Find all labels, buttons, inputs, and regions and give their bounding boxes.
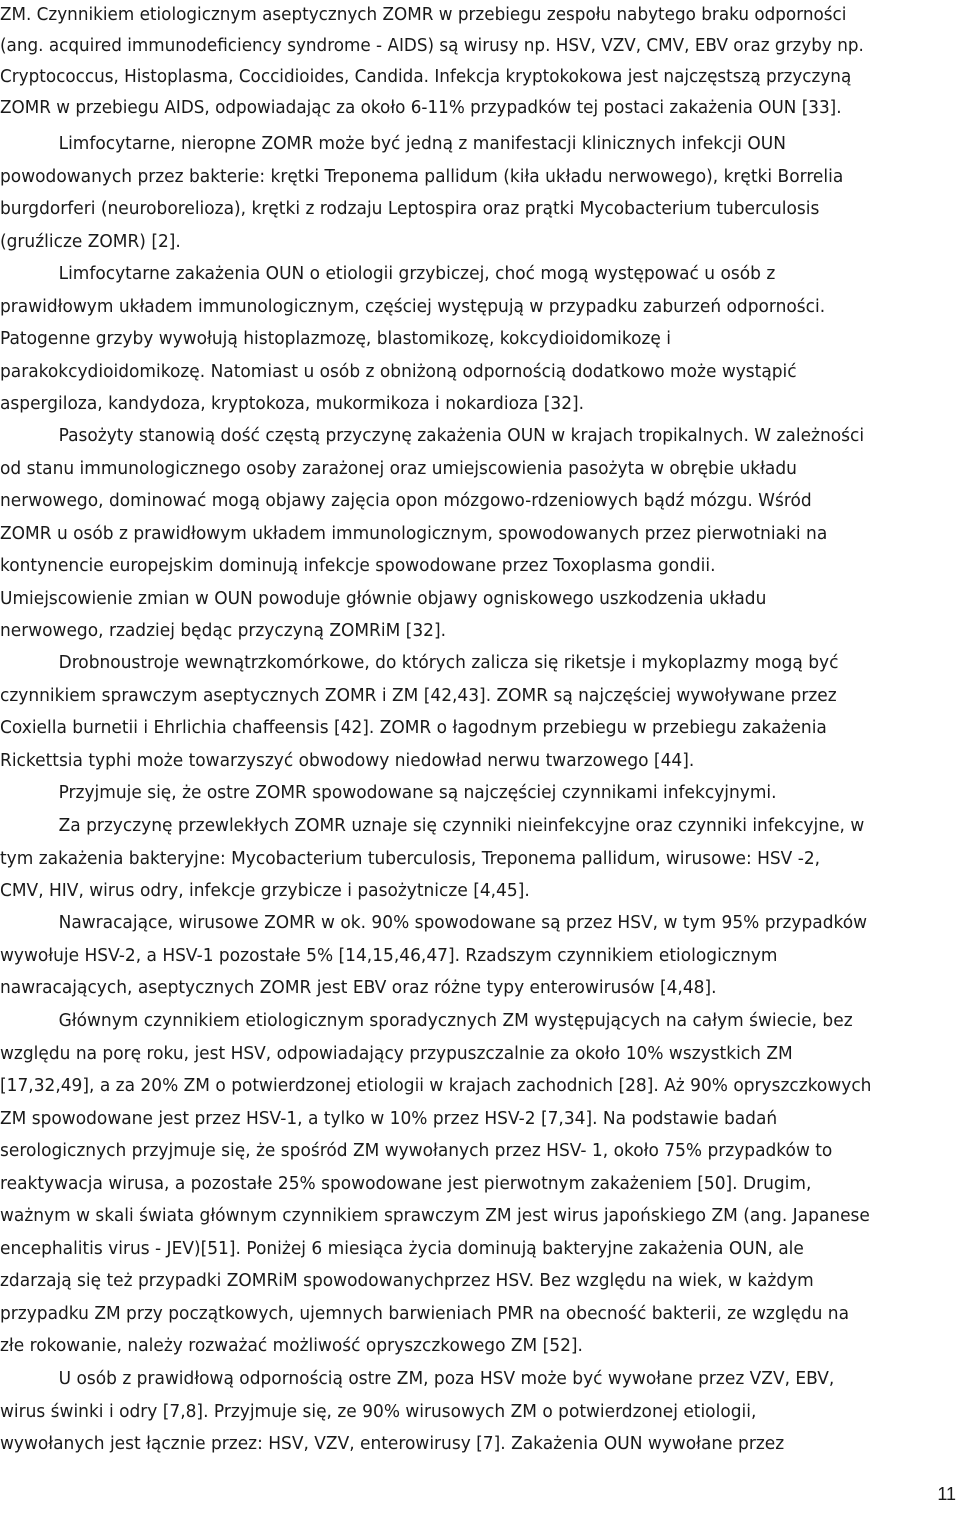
text-line: wywołanych jest łącznie przez: HSV, VZV, enterowirusy [7]. Zakażenia OUN wywołane przez [0, 1433, 785, 1454]
text-line: [17,32,49], a za 20% ZM o potwierdzonej etiologii w krajach zachodnich [28]. Aż 90% opryszczkowych [0, 1075, 872, 1096]
text-line: Patogenne grzyby wywołują histoplazmozę, blastomikozę, kokcydioidomikozę i [0, 328, 672, 349]
text-line: Limfocytarne, nieropne ZOMR może być jedną z manifestacji klinicznych infekcji OUN [58, 133, 786, 154]
paragraph-acute [0, 777, 958, 810]
text-line: nawracających, aseptycznych ZOMR jest EBV oraz różne typy enterowirusów [4,48]. [0, 977, 717, 998]
text-line: CMV, HIV, wirus odry, infekcje grzybicze i pasożytnicze [4,45]. [0, 880, 530, 901]
text-line: (gruźlicze ZOMR) [2]. [0, 230, 181, 252]
text-line: ZM spowodowane jest przez HSV-1, a tylko w 10% przez HSV-2 [7,34]. Na podstawie badań [0, 1107, 778, 1129]
text-line: Głównym czynnikiem etiologicznym sporadycznych ZM występujących na całym świecie, bez [58, 1010, 853, 1031]
text-line: Za przyczynę przewlekłych ZOMR uznaje się czynniki nieinfekcyjne oraz czynniki infekcyjne, w [58, 815, 865, 836]
text-line: wywołuje HSV-2, a HSV-1 pozostałe 5% [14,15,46,47]. Rzadszym czynnikiem etiologicznym [0, 944, 778, 966]
text-line: aspergiloza, kandydoza, kryptokoza, mukormikoza i nokardioza [32]. [0, 393, 585, 414]
text-line: nerwowego, dominować mogą objawy zajęcia opon mózgowo-rdzeniowych bądź mózgu. Wśród [0, 490, 812, 511]
text-line: względu na porę roku, jest HSV, odpowiadający przypuszczalnie za około 10% wszystkich ZM [0, 1042, 793, 1064]
text-line: od stanu immunologicznego osoby zarażonej oraz umiejscowienia pasożyta w obrębie układu [0, 457, 797, 479]
text-line: ZOMR w przebiegu AIDS, odpowiadając za około 6-11% przypadków tej postaci zakażenia OUN [33]. [0, 98, 842, 118]
text-line: Limfocytarne zakażenia OUN o etiologii grzybiczej, choć mogą występować u osób z [58, 263, 776, 284]
text-line: tym zakażenia bakteryjne: Mycobacterium tuberculosis, Treponema pallidum, wirusowe: HSV -2, [0, 847, 821, 869]
paragraph-chronic [0, 810, 958, 908]
text-line: serologicznych przyjmuje się, że spośród ZM wywołanych przez HSV- 1, około 75% przypadków to [0, 1140, 833, 1161]
paragraph-acute-zm [0, 1363, 958, 1461]
text-line: burgdorferi (neuroborelioza), krętki z rodzaju Leptospira oraz prątki Mycobacterium tuberculosis [0, 198, 820, 219]
text-line: U osób z prawidłową odpornością ostre ZM, poza HSV może być wywołane przez VZV, EBV, [58, 1368, 835, 1389]
paragraph-sporadic-zm [0, 1005, 958, 1363]
text-line: kontynencie europejskim dominują infekcje spowodowane przez Toxoplasma gondii. [0, 555, 716, 576]
paragraph-intracellular [0, 647, 958, 777]
text-line: nerwowego, rzadziej będąc przyczyną ZOMRiM [32]. [0, 620, 447, 641]
page-number: 11 [937, 1484, 956, 1504]
text-line: Rickettsia typhi może towarzyszyć obwodowy niedowład nerwu twarzowego [44]. [0, 749, 695, 771]
text-line: przypadku ZM przy początkowych, ujemnych barwieniach PMR na obecność bakterii, ze względu na [0, 1302, 850, 1324]
text-line: czynnikiem sprawczym aseptycznych ZOMR i ZM [42,43]. ZOMR są najczęściej wywoływane przez [0, 684, 837, 706]
text-line: parakokcydioidomikozę. Natomiast u osób z obniżoną odpornością dodatkowo może wystąpić [0, 360, 797, 382]
text-line: Drobnoustroje wewnątrzkomórkowe, do których zalicza się riketsje i mykoplazmy mogą być [58, 652, 839, 673]
paragraph-parasites [0, 420, 958, 648]
text-line: Coxiella burnetii i Ehrlichia chaffeensis [42]. ZOMR o łagodnym przebiegu w przebiegu zakażenia [0, 717, 827, 738]
paragraph-recurrent [0, 907, 958, 1005]
text-line: Przyjmuje się, że ostre ZOMR spowodowane są najczęściej czynnikami infekcyjnymi. [58, 782, 777, 803]
text-line: złe rokowanie, należy rozważać możliwość opryszczkowego ZM [52]. [0, 1335, 583, 1356]
paragraph-aids [0, 0, 958, 124]
text-line: wirus świnki i odry [7,8]. Przyjmuje się, ze 90% wirusowych ZM o potwierdzonej etiologii, [0, 1400, 757, 1422]
text-line: (ang. acquired immunodeficiency syndrome - AIDS) są wirusy np. HSV, VZV, CMV, EBV oraz grzyby np. [0, 36, 864, 56]
text-line: ZOMR u osób z prawidłowym układem immunologicznym, spowodowanych przez pierwotniaki na [0, 522, 828, 544]
text-line: encephalitis virus - JEV)[51]. Poniżej 6 miesiąca życia dominują bakteryjne zakażenia OUN, ale [0, 1237, 804, 1259]
text-line: reaktywacja wirusa, a pozostałe 25% spowodowane jest pierwotnym zakażeniem [50]. Drugim, [0, 1172, 812, 1194]
text-line: Cryptococcus, Histoplasma, Coccidioides, Candida. Infekcja kryptokokowa jest najczęstszą przyczyną [0, 67, 852, 87]
paragraph-bacterial [0, 128, 958, 258]
text-line: ZM. Czynnikiem etiologicznym aseptycznych ZOMR w przebiegu zespołu nabytego braku odporności [0, 5, 847, 25]
text-line: Umiejscowienie zmian w OUN powoduje głównie objawy ogniskowego uszkodzenia układu [0, 587, 767, 609]
text-line: zdarzają się też przypadki ZOMRiM spowodowanychprzez HSV. Bez względu na wiek, w każdym [0, 1270, 814, 1291]
text-line: Nawracające, wirusowe ZOMR w ok. 90% spowodowane są przez HSV, w tym 95% przypadków [58, 912, 868, 933]
text-line: Pasożyty stanowią dość częstą przyczynę zakażenia OUN w krajach tropikalnych. W zależności [58, 425, 865, 446]
text-line: powodowanych przez bakterie: krętki Treponema pallidum (kiła układu nerwowego), krętki Borrelia [0, 165, 844, 187]
text-line: ważnym w skali świata głównym czynnikiem sprawczym ZM jest wirus japońskiego ZM (ang. Japanese [0, 1205, 870, 1226]
text-line: prawidłowym układem immunologicznym, częściej występują w przypadku zaburzeń odporności. [0, 295, 826, 317]
paragraph-fungal [0, 258, 958, 421]
